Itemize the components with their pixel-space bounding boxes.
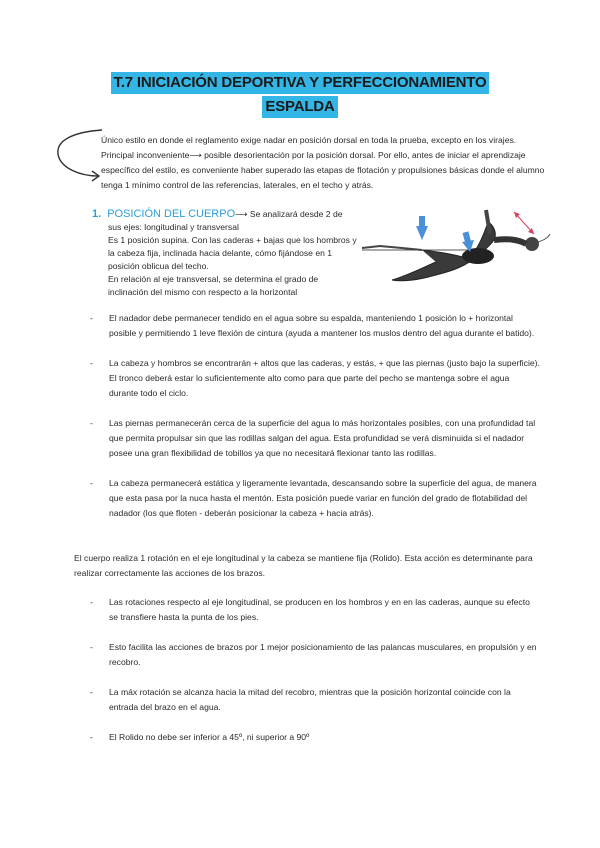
section-line-1: sus ejes: longitudinal y transversal [108,222,239,232]
title-block [0,72,600,118]
intro-text [101,133,546,193]
list-item: - El nadador debe permanecer tendido en el agua sobre su espalda, manteniendo 1 posición lo + horizontal posible y permitiendo 1 leve flexión de cintura (ayuda a mantener los muslos dentro del agua durante el batido). [90,313,535,338]
list-item: - El Rolido no debe ser inferior a 45º, ni superior a 90º [90,732,310,742]
section-lead: ⟶ Se analizará desde 2 de [235,209,343,219]
bullet-list-rotation [90,595,540,745]
list-item: - La cabeza y hombros se encontrarán + altos que las caderas, y estás, + que las piernas (justo bajo la superficie). El tronco deberá estar lo suficientemente alto como para que parte del pecho se mantenga sobre el agua durante todo el ciclo. [90,358,540,398]
page-title-line-2: ESPALDA [262,96,337,118]
intro-paragraph-2: Principal inconveniente⟶ posible desorientación por la posición dorsal. Por ello, antes de iniciar el aprendizaje específico del estilo, es conveniente haber superado las etapas de flotación y propulsiones básicas donde el alumno tenga 1 mínimo control de las referencias, laterales, en el techo y atrás. [101,150,545,190]
section-heading: POSICIÓN DEL CUERPO [107,208,236,220]
list-item: - La cabeza permanecerá estática y ligeramente levantada, descansando sobre la superficie del agua, de manera que esta pasa por la nuca hasta el mentón. Esta posición puede variar en función del grado de flotabilidad del nadador (los que floten - deberán posicionar la cabeza + hacia atrás). [90,478,537,518]
rolido-paragraph: El cuerpo realiza 1 rotación en el eje longitudinal y la cabeza se mantiene fija (Rolido). Esta acción es determinante para realizar correctamente las acciones de los brazos. [74,553,533,578]
page-title-line-1: T.7 INICIACIÓN DEPORTIVA Y PERFECCIONAMIENTO [111,72,490,94]
bullet-list-position [90,311,540,521]
section-line-3: En relación al eje transversal, se determina el grado de inclinación del mismo con respecto a la horizontal [108,274,319,297]
list-item: - Las rotaciones respecto al eje longitudinal, se producen en los hombros y en en las caderas, aunque su efecto se transfiere hasta la punta de los pies. [90,597,530,622]
section-body-position [92,208,357,299]
intro-paragraph-1: Único estilo en donde el reglamento exige nadar en posición dorsal en toda la prueba, excepto en los virajes. [101,135,517,145]
section-line-2: Es 1 posición supina. Con las caderas + bajas que los hombros y la cabeza fija, inclinada hacia delante, cómo fijándose en 1 posición oblicua del techo. [108,235,357,271]
curved-arrow-icon [52,126,104,184]
list-item: - Esto facilita las acciones de brazos por 1 mejor posicionamiento de las palancas musculares, en propulsión y en recobro. [90,642,537,667]
list-item: - La máx rotación se alcanza hacia la mitad del recobro, mientras que la posición horizontal coincide con la entrada del brazo en el agua. [90,687,511,712]
section-number: 1. [92,208,102,220]
backstroke-swimmer-illustration [362,204,552,286]
list-item: - Las piernas permanecerán cerca de la superficie del agua lo más horizontales posibles, con una profundidad tal que permita propulsar sin que las rodillas salgan del agua. Esta profundidad se verá disminuida si el nadador posee una gran flexibilidad de tobillos ya que no necesitará flexionar tanto las rodillas. [90,418,536,458]
